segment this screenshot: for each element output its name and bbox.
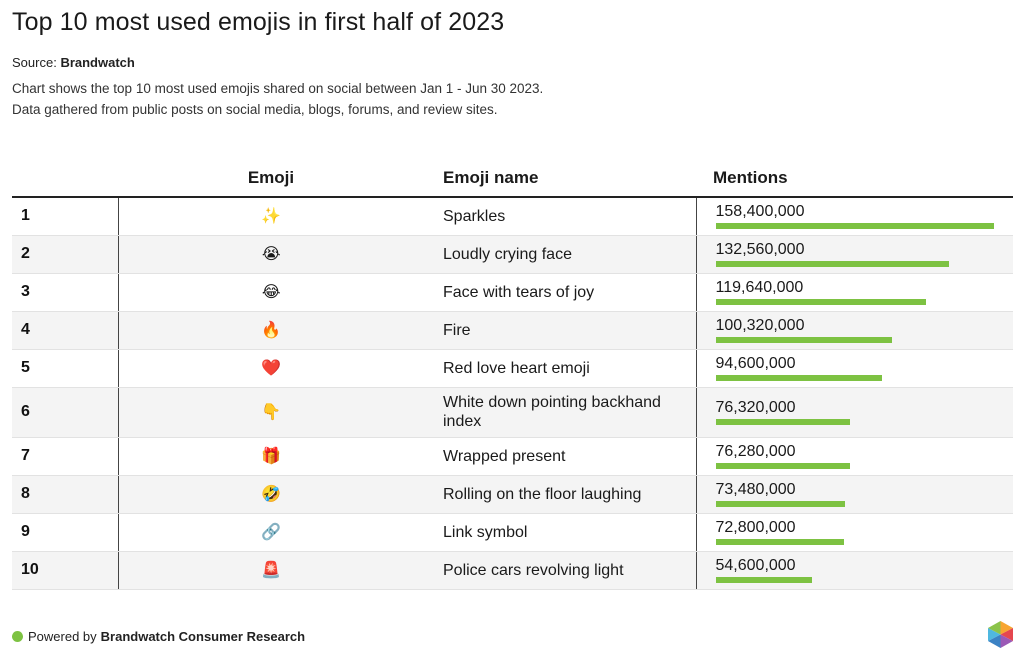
table-row [12,273,1013,311]
mentions-cell [696,235,1013,273]
mentions-value: 119,640,000 [715,279,804,296]
mentions-value: 100,320,000 [715,317,805,334]
mentions-value: 73,480,000 [715,481,796,498]
emoji-cell: ✨ [118,197,424,235]
source-line [12,55,135,70]
rank-column-header [12,160,118,197]
rank-cell: 5 [12,349,118,387]
emoji-name-cell: Rolling on the floor laughing [424,475,696,513]
mentions-bar [716,501,845,507]
mentions-value: 76,320,000 [715,399,796,416]
emoji-name-cell: Face with tears of joy [424,273,696,311]
mentions-value: 54,600,000 [715,557,796,574]
emoji-cell: 😭 [118,235,424,273]
mentions-value: 72,800,000 [715,519,796,536]
emoji-cell: 🔥 [118,311,424,349]
table-row [12,349,1013,387]
rank-cell: 2 [12,235,118,273]
emoji-column-header: Emoji [118,160,424,197]
emoji-cell: 🔗 [118,513,424,551]
mentions-cell [696,273,1013,311]
rank-cell: 6 [12,387,118,437]
emoji-name-cell: Loudly crying face [424,235,696,273]
mentions-bar [716,577,812,583]
mentions-bar [716,375,882,381]
footer-prefix: Powered by [28,629,97,644]
mentions-value: 158,400,000 [715,203,805,221]
table-row [12,387,1013,437]
mentions-cell [696,475,1013,513]
mentions-cell [696,311,1013,349]
mentions-bar [716,337,892,343]
mentions-value: 76,280,000 [715,443,796,460]
mentions-bar [716,463,850,469]
table-row [12,513,1013,551]
brand-dot-icon [12,631,23,642]
mentions-bar [716,299,926,305]
mentions-bar [716,419,850,425]
mentions-value: 132,560,000 [715,241,805,258]
rank-cell: 10 [12,551,118,589]
table-row [12,475,1013,513]
mentions-cell [696,437,1013,475]
rank-cell: 3 [12,273,118,311]
footer [12,629,305,644]
emoji-name-cell: Link symbol [424,513,696,551]
table-body [12,197,1013,589]
source-prefix: Source: [12,55,57,70]
rank-cell: 4 [12,311,118,349]
footer-brand: Brandwatch Consumer Research [100,629,306,644]
table-header-row [12,160,1013,197]
emoji-cell: 👇 [118,387,424,437]
mentions-cell [696,387,1013,437]
mentions-cell [696,513,1013,551]
emoji-name-cell: Fire [424,311,696,349]
mentions-cell [696,349,1013,387]
chart-title: Top 10 most used emojis in first half of 2023 [12,8,505,36]
mentions-value: 94,600,000 [715,355,796,372]
table-row [12,437,1013,475]
rank-cell: 8 [12,475,118,513]
emoji-cell: 🚨 [118,551,424,589]
emoji-cell: 🤣 [118,475,424,513]
name-column-header: Emoji name [424,160,696,197]
mentions-cell [696,197,1013,235]
table-row [12,311,1013,349]
emoji-name-cell: Police cars revolving light [424,551,696,589]
rank-cell: 7 [12,437,118,475]
source-name: Brandwatch [60,55,135,70]
rank-cell: 1 [12,197,118,235]
table-row [12,235,1013,273]
mentions-bar [716,539,844,545]
emoji-name-cell: White down pointing backhand index [424,387,696,437]
emoji-name-cell: Wrapped present [424,437,696,475]
emoji-cell: 😂 [118,273,424,311]
mentions-bar [716,223,994,229]
emoji-name-cell: Sparkles [424,197,696,235]
mentions-column-header: Mentions [696,160,1013,197]
description-line-2: Data gathered from public posts on social media, blogs, forums, and review sites. [12,102,498,117]
mentions-bar [716,261,949,267]
mentions-cell [696,551,1013,589]
emoji-table [12,160,1013,590]
table-row [12,551,1013,589]
rank-cell: 9 [12,513,118,551]
emoji-cell: 🎁 [118,437,424,475]
emoji-name-cell: Red love heart emoji [424,349,696,387]
brandwatch-logo-icon [988,621,1013,648]
description-line-1: Chart shows the top 10 most used emojis shared on social between Jan 1 - Jun 30 2023. [12,81,544,96]
chart-description [12,78,543,120]
emoji-cell: ❤️ [118,349,424,387]
table-row [12,197,1013,235]
